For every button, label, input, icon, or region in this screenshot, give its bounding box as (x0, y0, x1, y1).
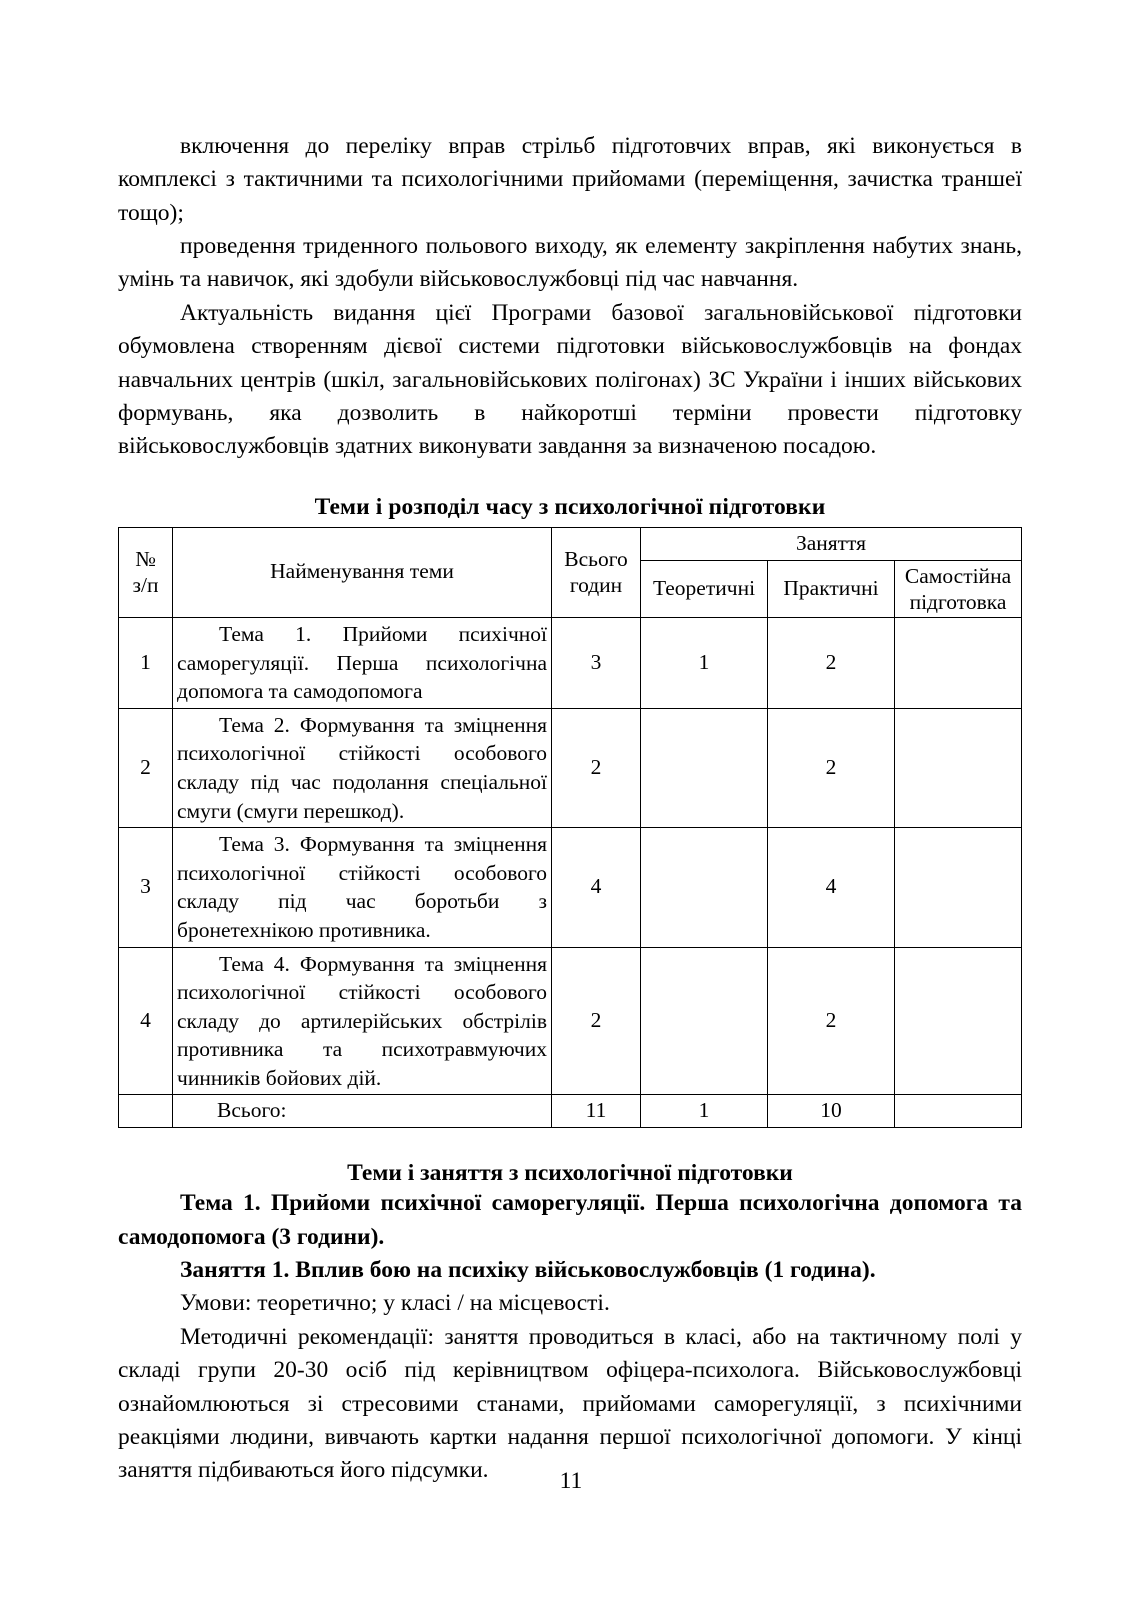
row-theoretical (641, 708, 768, 827)
row-self-study (895, 708, 1022, 827)
header-self-line2: підготовка (909, 589, 1007, 614)
page-number: 11 (559, 1468, 583, 1494)
paragraph-3: Актуальність видання цієї Програми базової загальновійськової підготовки обумовлена створенням дієвої системи підготовки військовослужбовців на фондах навчальних центрів (шкіл, загальновійськових полігонах) ЗС України і інших військових формувань, яка дозволить в найкоротші терміни провести підготовку військовослужбовців здатних виконувати завдання за визначеною посадою. (118, 299, 1022, 460)
row-num: 2 (119, 708, 173, 827)
header-practical: Практичні (768, 560, 895, 617)
row-self-study (895, 947, 1022, 1095)
page-content (118, 130, 1022, 1488)
total-row-theoretical: 1 (641, 1095, 768, 1128)
total-row-practical: 10 (768, 1095, 895, 1128)
table-total-row (119, 1095, 1022, 1128)
row-total-hours: 2 (552, 708, 641, 827)
table-row (119, 617, 1022, 708)
topic-1-heading: Тема 1. Прийоми психічної саморегуляції. Перша психологічна допомога та самодопомога (3 години). (118, 1190, 1022, 1250)
header-total-hours (552, 527, 641, 617)
header-total-line1: Всього (564, 547, 628, 572)
total-row-label: Всього: (173, 1095, 552, 1128)
header-num-line1: № (135, 547, 156, 572)
header-total-line2: годин (569, 573, 623, 598)
header-theoretical: Теоретичні (641, 560, 768, 617)
table-head (119, 527, 1022, 617)
conditions-paragraph: Умови: теоретично; у класі / на місцевості. (180, 1290, 610, 1317)
table-row (119, 947, 1022, 1095)
total-row-self-study (895, 1095, 1022, 1128)
row-total-hours: 2 (552, 947, 641, 1095)
row-theme-name: Тема 4. Формування та зміцнення психологічної стійкості особового складу до артилерійських обстрілів противника та психотравмуючих чинників бойових дій. (173, 947, 552, 1095)
section-heading: Теми і заняття з психологічної підготовки (347, 1160, 793, 1187)
paragraph-1: включення до переліку вправ стрільб підготовчих вправ, які виконується в комплексі з тактичними та психологічними прийомами (переміщення, зачистка траншеї тощо); (118, 133, 1022, 226)
header-num-line2: з/п (132, 573, 159, 598)
row-theme-name: Тема 1. Прийоми психічної саморегуляції. Перша психологічна допомога та самодопомога (173, 617, 552, 708)
methodical-recommendations-paragraph: Методичні рекомендації: заняття проводиться в класі, або на тактичному полі у складі групи 20-30 осіб під керівництвом офіцера-психолога. Військовослужбовці ознайомлюються зі стресовими станами, прийомами саморегуляції, з психічними реакціями людини, вивчають картки надання першої психологічної допомоги. У кінці заняття підбиваються його підсумки. (118, 1323, 1022, 1484)
row-practical: 4 (768, 828, 895, 947)
header-num (119, 527, 173, 617)
total-row-num (119, 1095, 173, 1128)
row-theoretical (641, 947, 768, 1095)
table-row (119, 828, 1022, 947)
row-num: 1 (119, 617, 173, 708)
table-title: Теми і розподіл часу з психологічної підготовки (314, 493, 826, 520)
row-total-hours: 3 (552, 617, 641, 708)
header-self-study (895, 560, 1022, 617)
row-theoretical: 1 (641, 617, 768, 708)
row-theme-name: Тема 2. Формування та зміцнення психологічної стійкості особового складу під час подолання спеціальної смуги (смуги перешкод). (173, 708, 552, 827)
header-self-line1: Самостійна (904, 563, 1012, 588)
row-num: 3 (119, 828, 173, 947)
header-name: Найменування теми (173, 527, 552, 617)
row-self-study (895, 617, 1022, 708)
header-lessons-group: Заняття (641, 527, 1022, 560)
row-num: 4 (119, 947, 173, 1095)
table-row (119, 708, 1022, 827)
row-practical: 2 (768, 708, 895, 827)
total-row-total-hours: 11 (552, 1095, 641, 1128)
row-practical: 2 (768, 617, 895, 708)
row-theoretical (641, 828, 768, 947)
table-body (119, 617, 1022, 1127)
hours-distribution-table (118, 527, 1022, 1129)
table-header-row-1 (119, 527, 1022, 560)
lesson-1-heading: Заняття 1. Вплив бою на психіку військовослужбовців (1 година). (180, 1257, 876, 1284)
row-practical: 2 (768, 947, 895, 1095)
row-total-hours: 4 (552, 828, 641, 947)
paragraph-2: проведення триденного польового виходу, як елементу закріплення набутих знань, умінь та навичок, які здобули військовослужбовці під час навчання. (118, 233, 1022, 293)
row-theme-name: Тема 3. Формування та зміцнення психологічної стійкості особового складу під час боротьби з бронетехнікою противника. (173, 828, 552, 947)
row-self-study (895, 828, 1022, 947)
